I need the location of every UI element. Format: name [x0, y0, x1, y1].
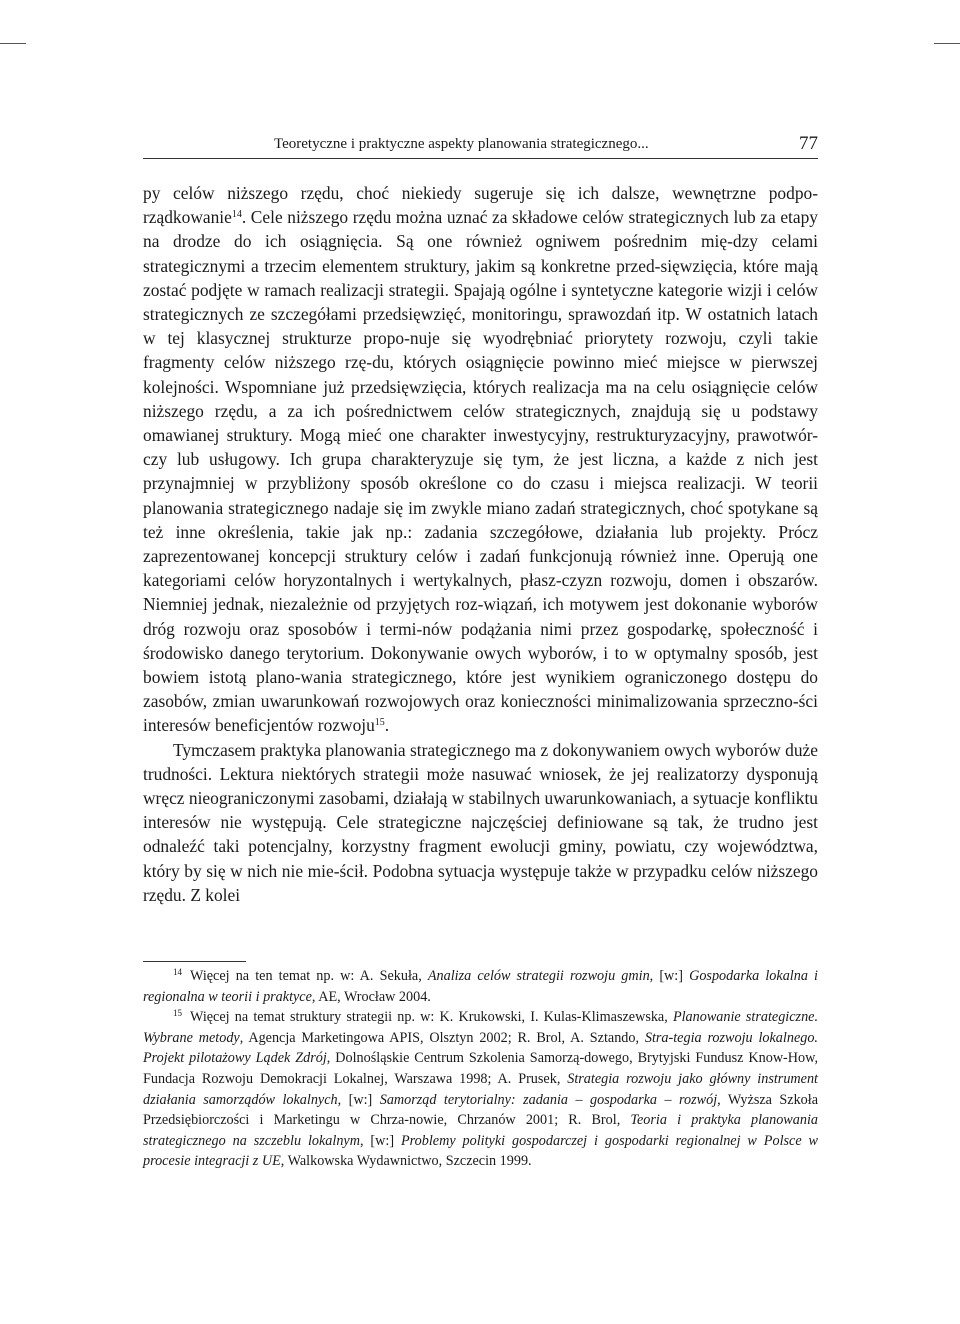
running-header	[143, 130, 818, 159]
footnote-15-text: Więcej na temat struktury strategii np. w: K. Krukowski, I. Kulas-Klimaszewska,	[190, 1009, 673, 1026]
footnote-15-title: Problemy polityki gospodarczej i gospodarki regionalnej w Polsce w procesie integracji z UE	[143, 1132, 818, 1170]
crop-mark-right	[934, 43, 960, 44]
footnote-15-title: Samorząd terytorialny: zadania – gospodarka – rozwój	[379, 1091, 718, 1108]
footnote-15-title: Stra-tegia rozwoju lokalnego. Projekt pilotażowy Lądek Zdrój	[143, 1029, 818, 1067]
footnote-15-title: Teoria i praktyka planowania strategicznego na szczeblu lokalnym	[143, 1112, 818, 1149]
paragraph-1	[143, 181, 818, 738]
footnote-ref-14: 14	[231, 209, 242, 221]
footnotes	[143, 966, 818, 1172]
footnote-14-title: Analiza celów strategii rozwoju gmin	[427, 968, 650, 984]
footnote-14-number: 14	[173, 967, 182, 977]
footnote-15-text: , [w:]	[359, 1132, 401, 1149]
paragraph-1-text-c: .	[384, 715, 390, 736]
footnote-15-text: , Wyższa Szkoła Przedsiębiorczości i Marketingu w Chrza-nowie, Chrzanów 2001; R. Brol,	[143, 1091, 818, 1129]
footnote-15-title: Strategia rozwoju jako główny instrument działania samorządów lokalnych	[143, 1070, 818, 1108]
paragraph-1-text-b: . Cele niższego rzędu można uznać za składowe celów strategicznych lub za etapy na drodze do ich osiągnięcia. Są one również ogniwem pośrednim mię-dzy celami strategicznymi a trzecim elementem struktury, jakim są konkretne przed-sięwzięcia, które mają zostać podjęte w ramach realizacji strategii. Spajają ogólne i syntetyczne kategorie wizji i celów strategicznych ze szczegółami przedsięwzięć, monitoringu, sprawozdań itp. W ostatnich latach w tej klasycznej strukturze propo-nuje się wyodrębniać priorytety rozwoju, czyli takie fragmenty celów niższego rzę-du, których osiągnięcie powinno mieć miejsce w pierwszej kolejności. Wspomniane już przedsięwzięcia, których realizacja ma na celu osiągnięcie celów niższego rzędu, a za ich pośrednictwem celów strategicznych, znajdują się u podstawy omawianej struktury. Mogą mieć one charakter inwestycyjny, restrukturyzacyjny, prawotwór-czy lub usługowy. Ich grupa charakteryzuje się tym, że jest liczna, a każde z nich jest przynajmniej w przybliżony sposób określone co do czasu i miejsca realizacji. W teorii planowania strategicznego nadaje się im zwykle miano zadań strategicznych, choć spotykane są też inne określenia, takie jak np.: zadania szczegółowe, działania lub projekty. Prócz zaprezentowanej koncepcji struktury celów i zadań funkcjonują również inne. Operują one kategoriami celów horyzontalnych i wertykalnych, płasz-czyzn rozwoju, domen i obszarów. Niemniej jednak, niezależnie od przyjętych roz-wiązań, ich motywem jest dokonanie wyborów dróg rozwoju oraz sposobów i termi-nów podążania nimi przez gospodarkę, społeczność i środowisko danego terytorium. Dokonywanie owych wyborów, i to w optymalny sposób, jest bowiem istotą plano-wania strategicznego, które jest wynikiem ograniczonego dostępu do zasobów, zmian uwarunkowań rozwojowych oraz konieczności minimalizowania sprzeczno-ści interesów beneficjentów rozwoju	[143, 207, 818, 736]
footnote-14	[143, 966, 818, 1007]
body-text	[143, 181, 818, 907]
footnote-14-title: Gospodarka lokalna i regionalna w teorii i praktyce	[143, 968, 818, 1005]
footnote-15-text: , Walkowska Wydawnictwo, Szczecin 1999.	[280, 1153, 532, 1170]
footnote-15	[143, 1007, 818, 1172]
footnote-14-text: , [w:]	[649, 968, 690, 984]
footnote-ref-15: 15	[374, 717, 385, 729]
crop-mark-left	[0, 43, 26, 44]
footnote-separator	[143, 961, 246, 962]
footnote-15-number: 15	[173, 1008, 182, 1019]
footnote-15-text: , [w:]	[337, 1091, 380, 1108]
paragraph-1-text-a: py celów niższego rzędu, choć niekiedy sugeruje się ich dalsze, wewnętrzne podpo-rządkowanie	[143, 183, 818, 228]
footnote-15-title: Planowanie strategiczne. Wybrane metody	[143, 1009, 819, 1046]
footnote-15-text: , Agencja Marketingowa APIS, Olsztyn 2002; R. Brol, A. Sztando,	[239, 1029, 645, 1046]
paragraph-2: Tymczasem praktyka planowania strategicznego ma z dokonywaniem owych wyborów duże trudności. Lektura niektórych strategii może nasuwać wniosek, że jej realizatorzy dysponują wręcz nieograniczonymi zasobami, działają w stabilnych uwarunkowaniach, a sytuacje konfliktu interesów nie występują. Cele strategiczne najczęściej definiowane są tak, że trudno jest odnaleźć taki potencjalny, korzystny fragment ewolucji gminy, powiatu, czy województwa, który by się w nich nie mie-ścił. Podobna sytuacja występuje także w przypadku celów niższego rzędu. Z kolei	[143, 739, 818, 905]
running-title: Teoretyczne i praktyczne aspekty planowania strategicznego...	[274, 136, 649, 152]
footnote-14-text: , AE, Wrocław 2004.	[311, 988, 431, 1005]
footnote-14-text: Więcej na ten temat np. w: A. Sekuła,	[190, 968, 428, 984]
footnote-15-text: , Dolnośląskie Centrum Szkolenia Samorzą-dowego, Brytyjski Fundusz Know-How, Fundacja Rozwoju Demokracji Lokalnej, Warszawa 1998; A. Prusek,	[143, 1050, 818, 1087]
page-number: 77	[799, 133, 818, 154]
